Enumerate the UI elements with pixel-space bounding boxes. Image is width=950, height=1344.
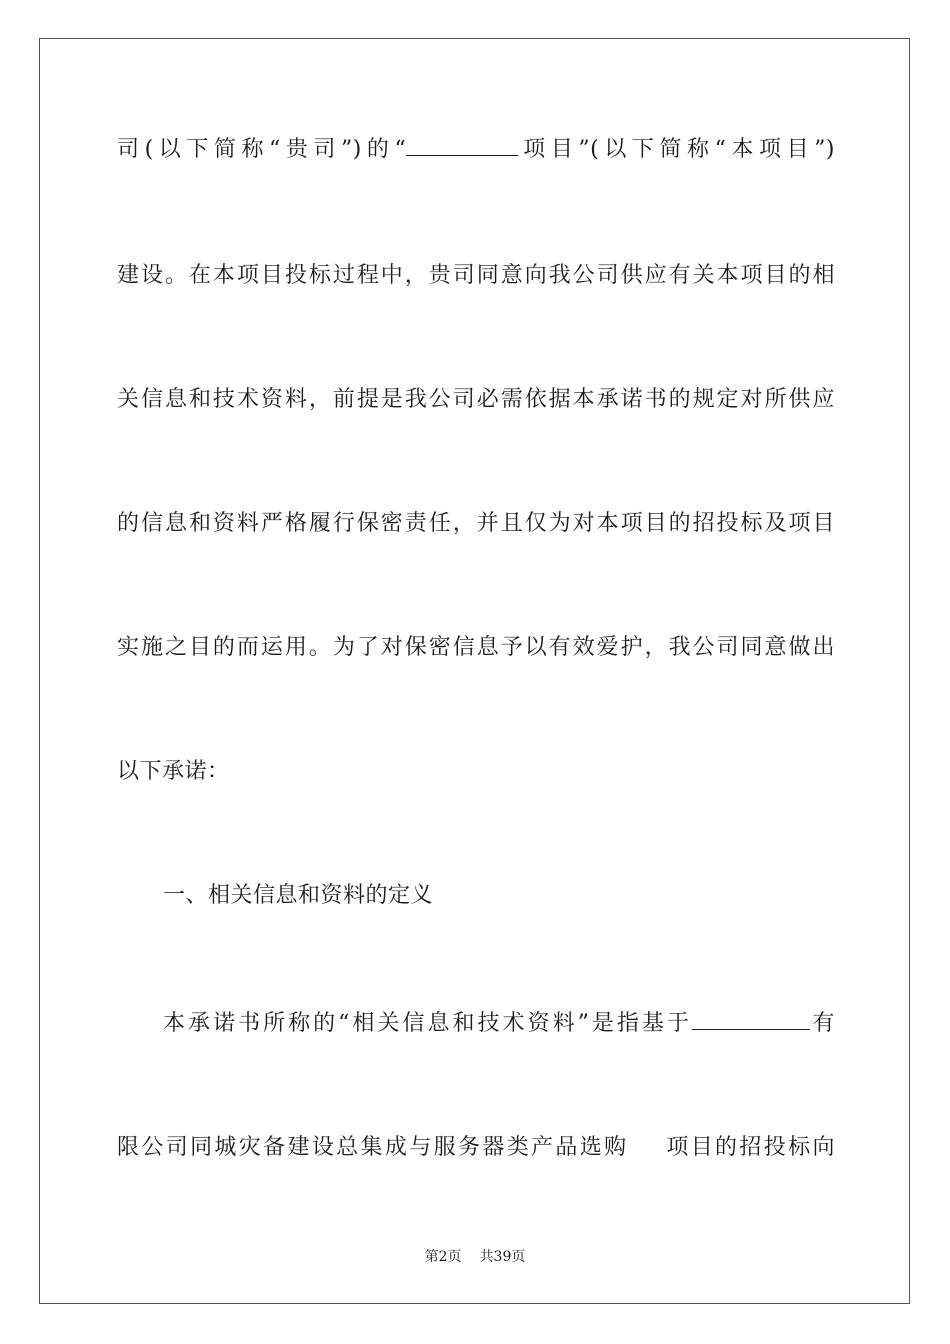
page-number: 第2页 — [424, 1249, 462, 1265]
text-segment: 司(以下简称“贵司”)的“ — [117, 137, 407, 162]
text-line-1 — [117, 137, 835, 163]
page-border — [39, 38, 910, 1304]
text-line-7 — [163, 1011, 835, 1037]
fill-in-blank — [406, 137, 518, 156]
text-line-8 — [117, 1135, 835, 1161]
text-segment: 项目”(以下简称“本项目”) — [518, 137, 835, 162]
text-line-3: 关信息和技术资料，前提是我公司必需依据本承诺书的规定对所供应 — [117, 387, 835, 412]
text-line-4: 的信息和资料严格履行保密责任，并且仅为对本项目的招投标及项目 — [117, 511, 835, 536]
text-segment: 限公司同城灾备建设总集成与服务器类产品选购 — [117, 1135, 629, 1160]
fill-in-blank — [692, 1011, 810, 1030]
section-heading: 一、相关信息和资料的定义 — [163, 883, 434, 908]
text-segment: 本承诺书所称的“相关信息和技术资料”是指基于 — [163, 1011, 692, 1036]
text-segment: 有 — [809, 1011, 835, 1036]
text-segment: 项目的招投标向 — [664, 1135, 835, 1160]
text-line-2: 建设。在本项目投标过程中，贵司同意向我公司供应有关本项目的相 — [117, 263, 835, 288]
text-line-6: 以下承诺： — [117, 759, 230, 784]
page-total: 共39页 — [479, 1249, 526, 1265]
text-line-5: 实施之目的而运用。为了对保密信息予以有效爱护，我公司同意做出 — [117, 635, 835, 660]
page-footer — [0, 1248, 950, 1266]
